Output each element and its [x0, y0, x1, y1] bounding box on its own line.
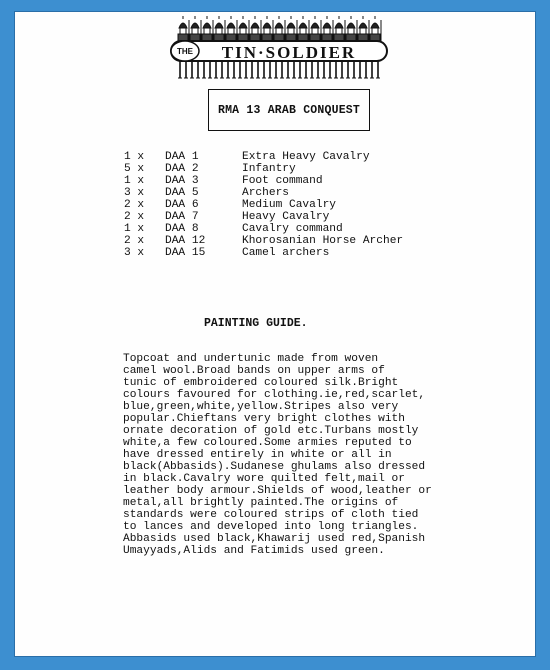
page-frame — [4, 3, 546, 667]
army-list-item — [124, 235, 403, 247]
tin-soldier-logo — [169, 14, 389, 84]
guide-line: have dressed entirely in white or all in — [123, 449, 392, 461]
unit-quantity: 3 x — [124, 247, 145, 259]
unit-quantity: 2 x — [124, 235, 145, 247]
unit-quantity: 3 x — [124, 187, 145, 199]
guide-line: Umayyads,Alids and Fatimids used green. — [123, 545, 385, 557]
unit-name: Cavalry command — [242, 223, 343, 235]
army-list-item — [124, 163, 403, 175]
unit-quantity: 2 x — [124, 211, 145, 223]
army-list-item — [124, 247, 403, 259]
unit-name: Extra Heavy Cavalry — [242, 151, 370, 163]
unit-code: DAA 12 — [165, 235, 206, 247]
unit-quantity: 2 x — [124, 199, 145, 211]
guide-line: Abbasids used black,Khawarij used red,Spanish — [123, 533, 426, 545]
unit-code: DAA 3 — [165, 175, 199, 187]
guide-line: ornate decoration of gold etc.Turbans mostly — [123, 425, 419, 437]
guide-line: standards were coloured strips of cloth tied — [123, 509, 419, 521]
painting-guide-text — [123, 353, 463, 557]
unit-code: DAA 7 — [165, 211, 199, 223]
army-list-item — [124, 175, 403, 187]
unit-name: Heavy Cavalry — [242, 211, 330, 223]
guide-line: metal,all brightly painted.The origins of — [123, 497, 399, 509]
guide-line: popular.Chieftans very bright clothes with — [123, 413, 405, 425]
unit-quantity: 5 x — [124, 163, 145, 175]
guide-line: tunic of embroidered coloured silk.Bright — [123, 377, 399, 389]
logo-main-text: TIN·SOLDIER — [221, 43, 357, 62]
unit-code: DAA 15 — [165, 247, 206, 259]
army-title: RMA 13 ARAB CONQUEST — [217, 103, 361, 117]
army-list-item — [124, 211, 403, 223]
logo-the-text: THE — [177, 47, 193, 56]
guide-line: to lances and developed into long triangles. — [123, 521, 419, 533]
unit-name: Camel archers — [242, 247, 330, 259]
unit-quantity: 1 x — [124, 151, 145, 163]
army-list-item — [124, 223, 403, 235]
army-list-item — [124, 187, 403, 199]
guide-line: blue,green,white,yellow.Stripes also very — [123, 401, 399, 413]
guide-line: in black.Cavalry wore quilted felt,mail or — [123, 473, 405, 485]
guide-line: black(Abbasids).Sudanese ghulams also dressed — [123, 461, 426, 473]
guide-line: camel wool.Broad bands on upper arms of — [123, 365, 385, 377]
unit-quantity: 1 x — [124, 175, 145, 187]
unit-code: DAA 8 — [165, 223, 199, 235]
painting-guide-heading: PAINTING GUIDE. — [204, 317, 308, 330]
unit-name: Medium Cavalry — [242, 199, 336, 211]
unit-code: DAA 1 — [165, 151, 199, 163]
unit-code: DAA 6 — [165, 199, 199, 211]
army-list-item — [124, 199, 403, 211]
army-list — [124, 151, 403, 259]
unit-name: Infantry — [242, 163, 296, 175]
guide-line: Topcoat and undertunic made from woven — [123, 353, 379, 365]
army-title-box — [208, 89, 370, 131]
army-list-item — [124, 151, 403, 163]
guide-line: leather body armour.Shields of wood,leather or — [123, 485, 432, 497]
guide-line: colours favoured for clothing.ie,red,scarlet, — [123, 389, 426, 401]
guide-line: white,a few coloured.Some armies reputed to — [123, 437, 412, 449]
unit-quantity: 1 x — [124, 223, 145, 235]
unit-name: Archers — [242, 187, 289, 199]
unit-name: Khorosanian Horse Archer — [242, 235, 404, 247]
unit-name: Foot command — [242, 175, 323, 187]
document-sheet — [14, 11, 536, 657]
unit-code: DAA 2 — [165, 163, 199, 175]
unit-code: DAA 5 — [165, 187, 199, 199]
